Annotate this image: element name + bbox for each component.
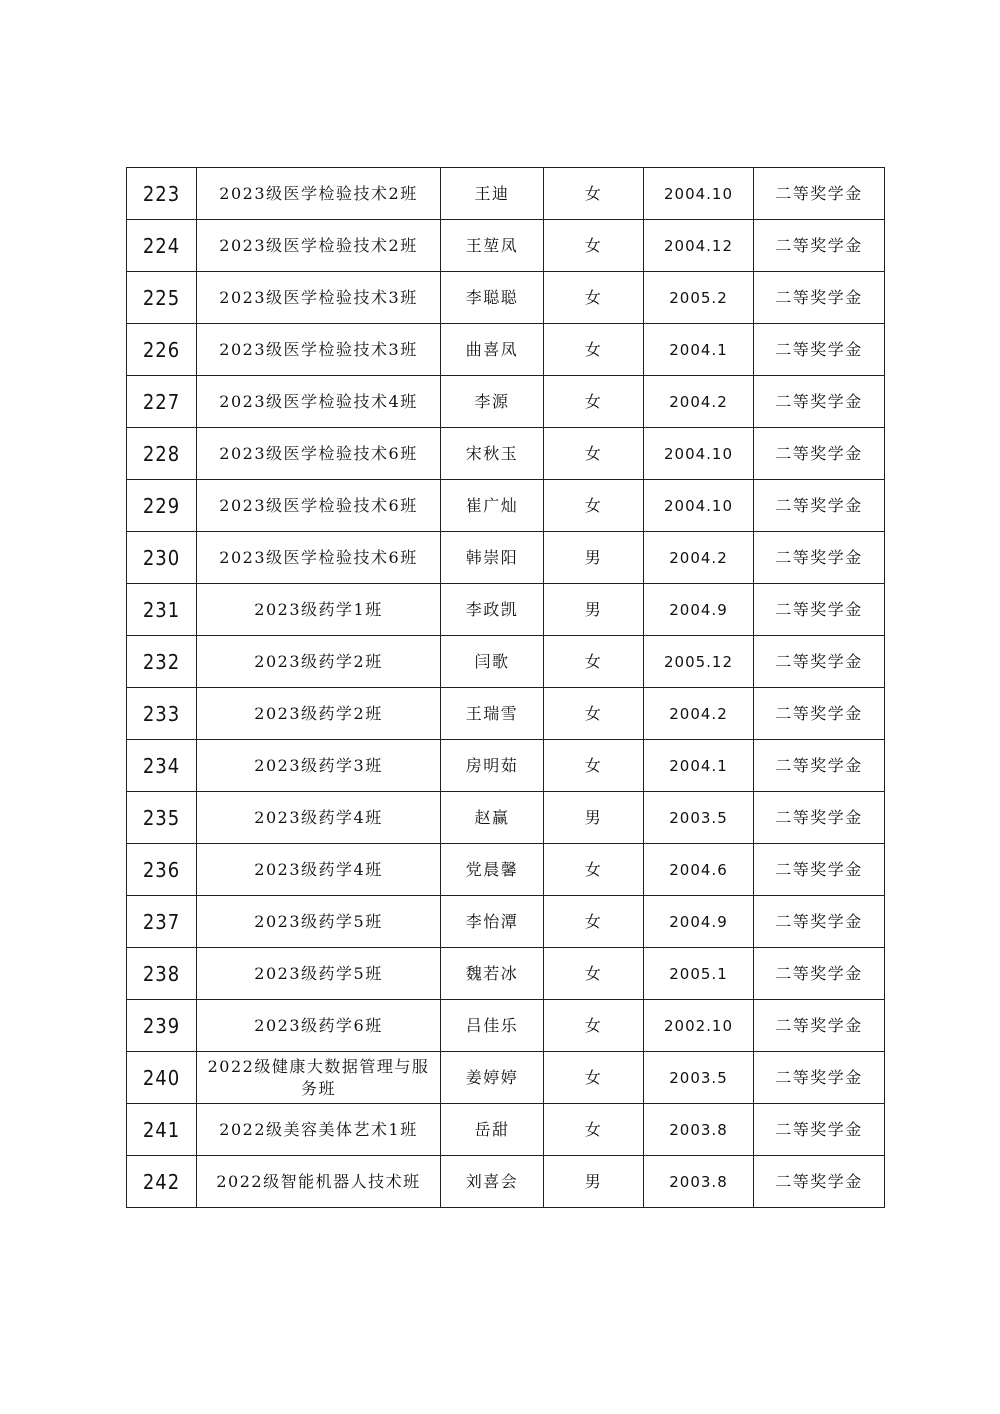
birth-date-cell: 2004.2 xyxy=(644,532,754,584)
gender-cell: 男 xyxy=(544,584,644,636)
student-name-cell: 李聪聪 xyxy=(441,272,544,324)
class-cell: 2022级健康大数据管理与服务班 xyxy=(197,1052,441,1104)
class-cell: 2023级药学5班 xyxy=(197,948,441,1000)
birth-date-cell: 2004.12 xyxy=(644,220,754,272)
row-number-cell: 240 xyxy=(127,1052,197,1104)
award-cell: 二等奖学金 xyxy=(754,168,885,220)
table-row xyxy=(127,844,885,896)
birth-date-cell: 2004.1 xyxy=(644,740,754,792)
class-cell: 2023级药学3班 xyxy=(197,740,441,792)
table-row xyxy=(127,428,885,480)
birth-date-cell: 2005.1 xyxy=(644,948,754,1000)
gender-cell: 女 xyxy=(544,220,644,272)
row-number-cell: 227 xyxy=(127,376,197,428)
student-name-cell: 姜婷婷 xyxy=(441,1052,544,1104)
class-cell: 2023级医学检验技术3班 xyxy=(197,324,441,376)
table-row xyxy=(127,792,885,844)
row-number-cell: 233 xyxy=(127,688,197,740)
table-row xyxy=(127,220,885,272)
class-cell: 2023级医学检验技术4班 xyxy=(197,376,441,428)
table-row xyxy=(127,324,885,376)
birth-date-cell: 2003.5 xyxy=(644,1052,754,1104)
student-name-cell: 魏若冰 xyxy=(441,948,544,1000)
birth-date-cell: 2004.6 xyxy=(644,844,754,896)
award-cell: 二等奖学金 xyxy=(754,740,885,792)
award-cell: 二等奖学金 xyxy=(754,792,885,844)
row-number-cell: 228 xyxy=(127,428,197,480)
award-cell: 二等奖学金 xyxy=(754,1000,885,1052)
class-cell: 2023级医学检验技术6班 xyxy=(197,480,441,532)
student-name-cell: 崔广灿 xyxy=(441,480,544,532)
table-row xyxy=(127,688,885,740)
table-row xyxy=(127,1000,885,1052)
row-number-cell: 238 xyxy=(127,948,197,1000)
award-cell: 二等奖学金 xyxy=(754,220,885,272)
class-cell: 2022级美容美体艺术1班 xyxy=(197,1104,441,1156)
award-cell: 二等奖学金 xyxy=(754,532,885,584)
birth-date-cell: 2004.9 xyxy=(644,896,754,948)
award-cell: 二等奖学金 xyxy=(754,428,885,480)
birth-date-cell: 2005.12 xyxy=(644,636,754,688)
award-cell: 二等奖学金 xyxy=(754,636,885,688)
student-name-cell: 吕佳乐 xyxy=(441,1000,544,1052)
table-row xyxy=(127,480,885,532)
row-number-cell: 237 xyxy=(127,896,197,948)
award-cell: 二等奖学金 xyxy=(754,324,885,376)
scholarship-roster-table xyxy=(126,167,885,1208)
student-name-cell: 李源 xyxy=(441,376,544,428)
table-row xyxy=(127,1156,885,1208)
row-number-cell: 231 xyxy=(127,584,197,636)
student-name-cell: 闫歌 xyxy=(441,636,544,688)
row-number-cell: 239 xyxy=(127,1000,197,1052)
row-number-cell: 241 xyxy=(127,1104,197,1156)
gender-cell: 女 xyxy=(544,1000,644,1052)
student-name-cell: 党晨馨 xyxy=(441,844,544,896)
row-number-cell: 235 xyxy=(127,792,197,844)
table-row xyxy=(127,272,885,324)
birth-date-cell: 2004.9 xyxy=(644,584,754,636)
class-cell: 2023级医学检验技术3班 xyxy=(197,272,441,324)
class-cell: 2023级药学6班 xyxy=(197,1000,441,1052)
award-cell: 二等奖学金 xyxy=(754,688,885,740)
birth-date-cell: 2004.1 xyxy=(644,324,754,376)
class-cell: 2023级药学1班 xyxy=(197,584,441,636)
gender-cell: 女 xyxy=(544,896,644,948)
class-cell: 2023级医学检验技术6班 xyxy=(197,428,441,480)
gender-cell: 女 xyxy=(544,740,644,792)
gender-cell: 女 xyxy=(544,480,644,532)
row-number-cell: 229 xyxy=(127,480,197,532)
birth-date-cell: 2004.2 xyxy=(644,688,754,740)
table-row xyxy=(127,740,885,792)
gender-cell: 女 xyxy=(544,844,644,896)
class-cell: 2023级医学检验技术6班 xyxy=(197,532,441,584)
row-number-cell: 225 xyxy=(127,272,197,324)
class-cell: 2023级药学2班 xyxy=(197,688,441,740)
gender-cell: 女 xyxy=(544,376,644,428)
student-name-cell: 李政凯 xyxy=(441,584,544,636)
gender-cell: 女 xyxy=(544,636,644,688)
gender-cell: 女 xyxy=(544,324,644,376)
student-name-cell: 王迪 xyxy=(441,168,544,220)
table-row xyxy=(127,948,885,1000)
class-cell: 2023级医学检验技术2班 xyxy=(197,168,441,220)
table-row xyxy=(127,1104,885,1156)
gender-cell: 男 xyxy=(544,1156,644,1208)
birth-date-cell: 2004.10 xyxy=(644,480,754,532)
student-name-cell: 房明茹 xyxy=(441,740,544,792)
table-row xyxy=(127,636,885,688)
award-cell: 二等奖学金 xyxy=(754,948,885,1000)
birth-date-cell: 2003.5 xyxy=(644,792,754,844)
roster-body xyxy=(127,168,885,1208)
student-name-cell: 宋秋玉 xyxy=(441,428,544,480)
birth-date-cell: 2004.10 xyxy=(644,428,754,480)
table-row xyxy=(127,584,885,636)
row-number-cell: 230 xyxy=(127,532,197,584)
gender-cell: 女 xyxy=(544,168,644,220)
row-number-cell: 234 xyxy=(127,740,197,792)
gender-cell: 女 xyxy=(544,1052,644,1104)
table-row xyxy=(127,376,885,428)
award-cell: 二等奖学金 xyxy=(754,376,885,428)
award-cell: 二等奖学金 xyxy=(754,844,885,896)
gender-cell: 女 xyxy=(544,948,644,1000)
student-name-cell: 岳甜 xyxy=(441,1104,544,1156)
class-cell: 2023级药学2班 xyxy=(197,636,441,688)
student-name-cell: 王瑞雪 xyxy=(441,688,544,740)
table-row xyxy=(127,1052,885,1104)
student-name-cell: 曲喜凤 xyxy=(441,324,544,376)
birth-date-cell: 2003.8 xyxy=(644,1104,754,1156)
student-name-cell: 王堃凤 xyxy=(441,220,544,272)
class-cell: 2023级药学4班 xyxy=(197,792,441,844)
birth-date-cell: 2003.8 xyxy=(644,1156,754,1208)
class-cell: 2023级医学检验技术2班 xyxy=(197,220,441,272)
birth-date-cell: 2005.2 xyxy=(644,272,754,324)
student-name-cell: 赵赢 xyxy=(441,792,544,844)
award-cell: 二等奖学金 xyxy=(754,584,885,636)
student-name-cell: 刘喜会 xyxy=(441,1156,544,1208)
row-number-cell: 232 xyxy=(127,636,197,688)
gender-cell: 女 xyxy=(544,1104,644,1156)
award-cell: 二等奖学金 xyxy=(754,480,885,532)
gender-cell: 男 xyxy=(544,532,644,584)
class-cell: 2023级药学5班 xyxy=(197,896,441,948)
student-name-cell: 韩崇阳 xyxy=(441,532,544,584)
student-name-cell: 李怡潭 xyxy=(441,896,544,948)
class-cell: 2023级药学4班 xyxy=(197,844,441,896)
row-number-cell: 223 xyxy=(127,168,197,220)
row-number-cell: 236 xyxy=(127,844,197,896)
row-number-cell: 242 xyxy=(127,1156,197,1208)
birth-date-cell: 2004.2 xyxy=(644,376,754,428)
birth-date-cell: 2002.10 xyxy=(644,1000,754,1052)
birth-date-cell: 2004.10 xyxy=(644,168,754,220)
row-number-cell: 224 xyxy=(127,220,197,272)
table-row xyxy=(127,896,885,948)
table-row xyxy=(127,532,885,584)
table-row xyxy=(127,168,885,220)
gender-cell: 女 xyxy=(544,272,644,324)
award-cell: 二等奖学金 xyxy=(754,896,885,948)
class-cell: 2022级智能机器人技术班 xyxy=(197,1156,441,1208)
gender-cell: 男 xyxy=(544,792,644,844)
award-cell: 二等奖学金 xyxy=(754,1052,885,1104)
row-number-cell: 226 xyxy=(127,324,197,376)
gender-cell: 女 xyxy=(544,688,644,740)
award-cell: 二等奖学金 xyxy=(754,272,885,324)
award-cell: 二等奖学金 xyxy=(754,1104,885,1156)
gender-cell: 女 xyxy=(544,428,644,480)
award-cell: 二等奖学金 xyxy=(754,1156,885,1208)
